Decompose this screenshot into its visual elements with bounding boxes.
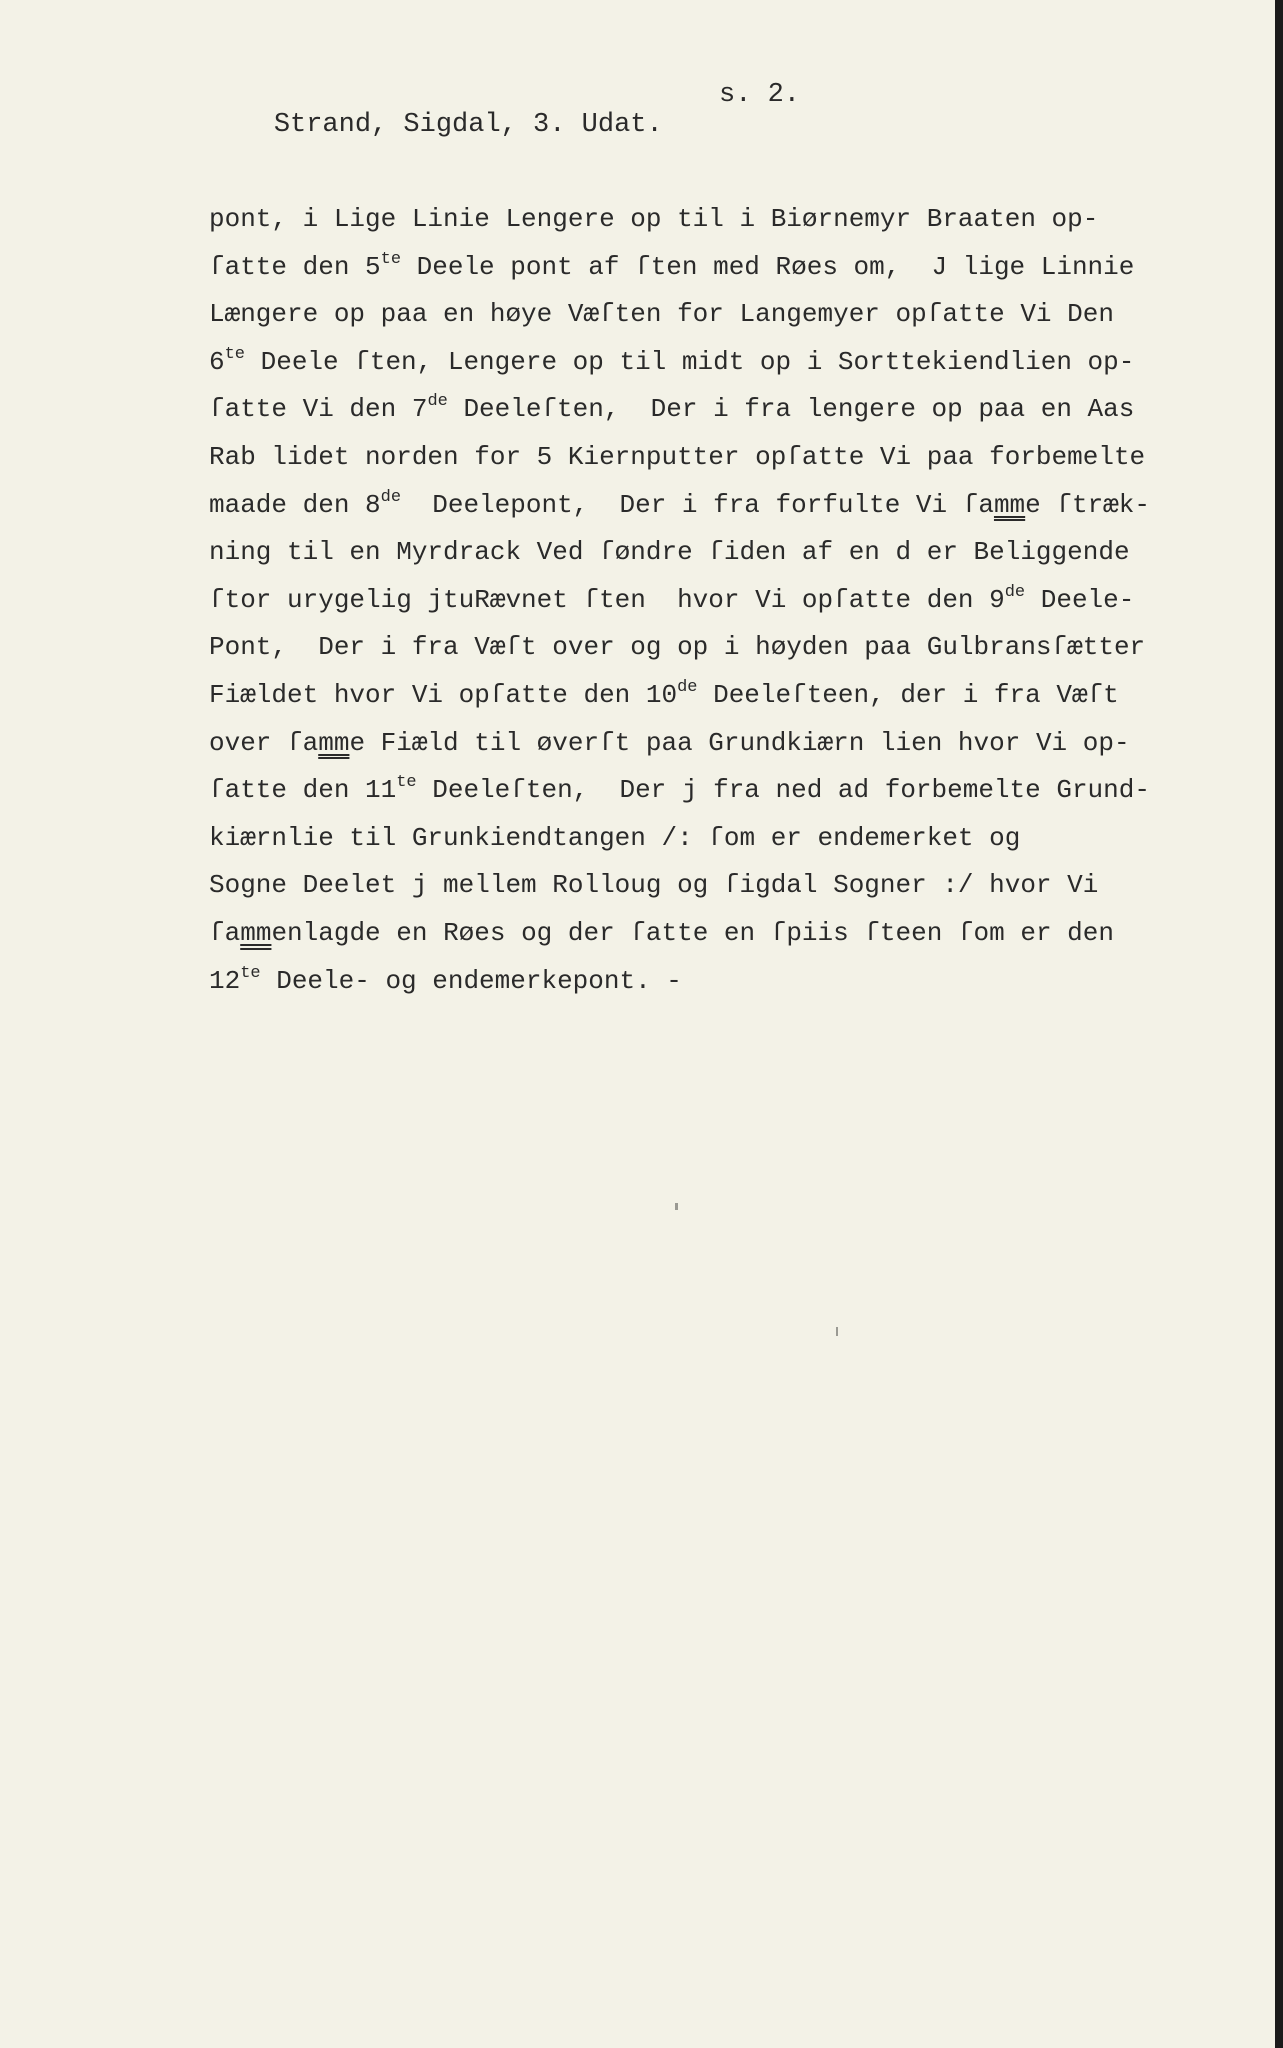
text-line	[209, 958, 1129, 1006]
text-run: kiærnlie til Grunkiendtangen /: ſom er endemerket og	[209, 822, 1021, 853]
text-run: Deele pont af ſten med Røes om, J lige Linnie	[401, 251, 1135, 282]
double-underlined-text: mm	[318, 727, 350, 758]
superscript: de	[427, 392, 448, 412]
text-run: ning til en Myrdrack Ved ſøndre ſiden af en d er Beliggende	[209, 537, 1130, 568]
text-line	[209, 672, 1129, 720]
text-run: Deeleſten, Der j fra ned ad forbemelte Grund-	[416, 775, 1150, 806]
text-run: over ſa	[209, 727, 319, 758]
text-line	[209, 720, 1129, 768]
text-run: Deeleſten, Der i fra lengere op paa en Aas	[447, 394, 1135, 425]
superscript: te	[380, 249, 402, 269]
page-header	[209, 80, 1009, 140]
transcribed-text	[209, 196, 1150, 1005]
text-run: e Fiæld til øverſt paa Grundkiærn lien hvor Vi op-	[349, 727, 1130, 758]
text-run: Deele ſten, Lengere op til midt op i Sorttekiendlien op-	[245, 346, 1135, 377]
superscript: de	[1004, 582, 1026, 602]
text-run: Pont, Der i fra Væſt over og op i høyden paa Gulbransſætter	[209, 632, 1146, 663]
text-run: Deelepont, Der i fra forfulte Vi ſa	[401, 489, 994, 520]
page-number: s. 2.	[719, 80, 801, 110]
text-run: Fiældet hvor Vi opſatte den 10	[209, 679, 678, 710]
text-run: Rab lidet norden for 5 Kiernputter opſatte Vi paa forbemelte	[209, 441, 1146, 472]
text-run: Deele- og endemerkepont. -	[260, 965, 682, 996]
text-run: ſatte den 5	[209, 251, 381, 282]
text-run: Længere op paa en høye Væſten for Langemyer opſatte Vi Den	[209, 299, 1114, 330]
text-line	[209, 482, 1150, 530]
text-run: 6	[209, 346, 225, 377]
superscript: te	[240, 963, 261, 983]
superscript: de	[380, 487, 402, 507]
text-run: ſa	[209, 917, 241, 948]
text-run: ſtor urygelig jtuRævnet ſten hvor Vi opſatte den 9	[209, 584, 1005, 615]
text-run: Deeleſteen, der i fra Væſt	[697, 679, 1119, 710]
text-line	[209, 767, 1150, 815]
text-run: e ſtræk-	[1025, 489, 1150, 520]
paper-speck	[675, 1203, 678, 1210]
text-line	[209, 244, 1135, 292]
text-line	[209, 196, 1129, 244]
text-run: pont, i Lige Linie Lengere op til i Biørnemyr Braaten op-	[209, 204, 1099, 234]
double-underlined-text: mm	[993, 489, 1026, 520]
header-location: Strand, Sigdal, 3. Udat.	[273, 110, 663, 140]
text-line	[209, 624, 1146, 672]
text-line	[209, 862, 1129, 910]
text-line	[209, 910, 1129, 958]
superscript: de	[677, 677, 698, 697]
text-line	[209, 434, 1146, 482]
text-run: Deele-	[1025, 584, 1135, 615]
superscript: te	[396, 773, 417, 793]
text-line	[209, 815, 1129, 863]
text-run: Sogne Deelet j mellem Rolloug og ſigdal Sogner :/ hvor Vi	[209, 870, 1099, 901]
text-run: ſatte den 11	[209, 775, 397, 806]
text-line	[209, 529, 1129, 577]
superscript: te	[224, 344, 246, 364]
text-run: maade den 8	[209, 489, 381, 520]
text-run: enlagde en Røes og der ſatte en ſpiis ſteen ſom er den	[271, 917, 1114, 948]
text-line	[209, 339, 1135, 387]
text-line	[209, 577, 1135, 625]
text-run: 12	[209, 965, 241, 996]
text-run: ſatte Vi den 7	[209, 394, 428, 425]
paper-speck	[836, 1327, 838, 1336]
double-underlined-text: mm	[240, 917, 272, 948]
text-line	[209, 291, 1129, 339]
text-line	[209, 386, 1135, 434]
